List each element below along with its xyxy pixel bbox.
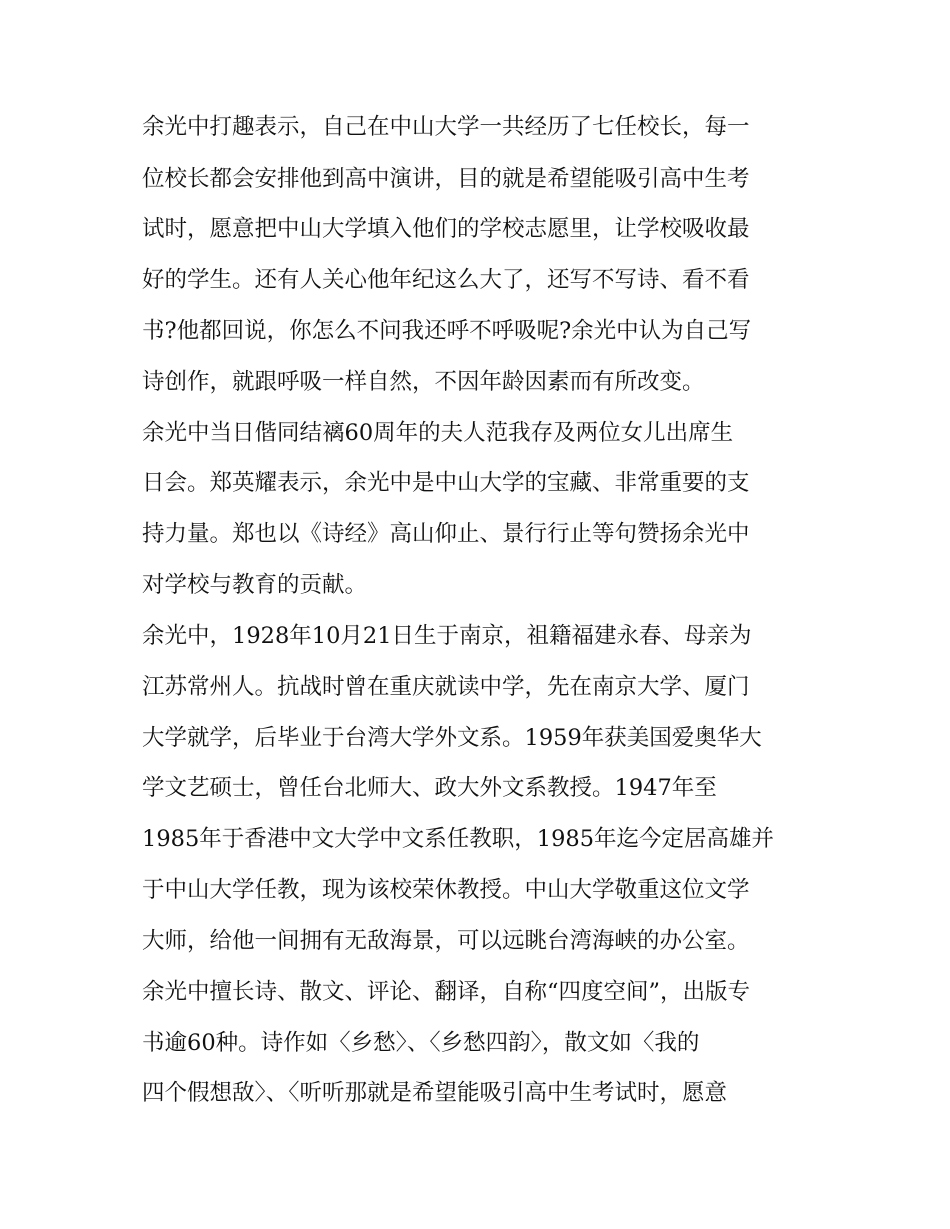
text-line: 大师，给他一间拥有无敌海景，可以远眺台湾海峡的办公室。	[142, 928, 750, 954]
text-line: 四个假想敌〉、〈听听那就是希望能吸引高中生考试时，愿意	[142, 1080, 728, 1106]
text-line: 余光中，1928年10月21日生于南京，祖籍福建永春、母亲为	[142, 623, 752, 649]
text-line: 对学校与教育的贡献。	[142, 572, 368, 598]
text-line: 学文艺硕士，曾任台北师大、政大外文系教授。1947年至	[142, 775, 717, 801]
text-line: 诗创作，就跟呼吸一样自然，不因年龄因素而有所改变。	[142, 369, 705, 395]
text-line: 好的学生。还有人关心他年纪这么大了，还写不写诗、看不看	[142, 267, 750, 293]
text-line: 大学就学，后毕业于台湾大学外文系。1959年获美国爱奥华大	[142, 725, 762, 751]
text-line: 日会。郑英耀表示，余光中是中山大学的宝藏、非常重要的支	[142, 470, 750, 496]
text-line: 余光中当日偕同结褵60周年的夫人范我存及两位女儿出席生	[142, 420, 734, 446]
text-line: 试时，愿意把中山大学填入他们的学校志愿里，让学校吸收最	[142, 216, 750, 242]
text-line: 江苏常州人。抗战时曾在重庆就读中学，先在南京大学、厦门	[142, 674, 750, 700]
text-line: 余光中擅长诗、散文、评论、翻译，自称“四度空间”，出版专	[142, 979, 751, 1005]
text-line: 于中山大学任教，现为该校荣休教授。中山大学敬重这位文学	[142, 877, 750, 903]
text-line: 持力量。郑也以《诗经》高山仰止、景行行止等句赞扬余光中	[142, 521, 750, 547]
text-line: 位校长都会安排他到高中演讲，目的就是希望能吸引高中生考	[142, 166, 750, 192]
text-line: 余光中打趣表示，自己在中山大学一共经历了七任校长，每一	[142, 114, 750, 140]
text-line: 1985年于香港中文大学中文系任教职，1985年迄今定居高雄并	[142, 826, 775, 852]
text-line: 书?他都回说，你怎么不问我还呼不呼吸呢?余光中认为自己写	[142, 318, 752, 344]
text-line: 书逾60种。诗作如〈乡愁〉、〈乡愁四韵〉，散文如〈我的	[142, 1030, 700, 1056]
